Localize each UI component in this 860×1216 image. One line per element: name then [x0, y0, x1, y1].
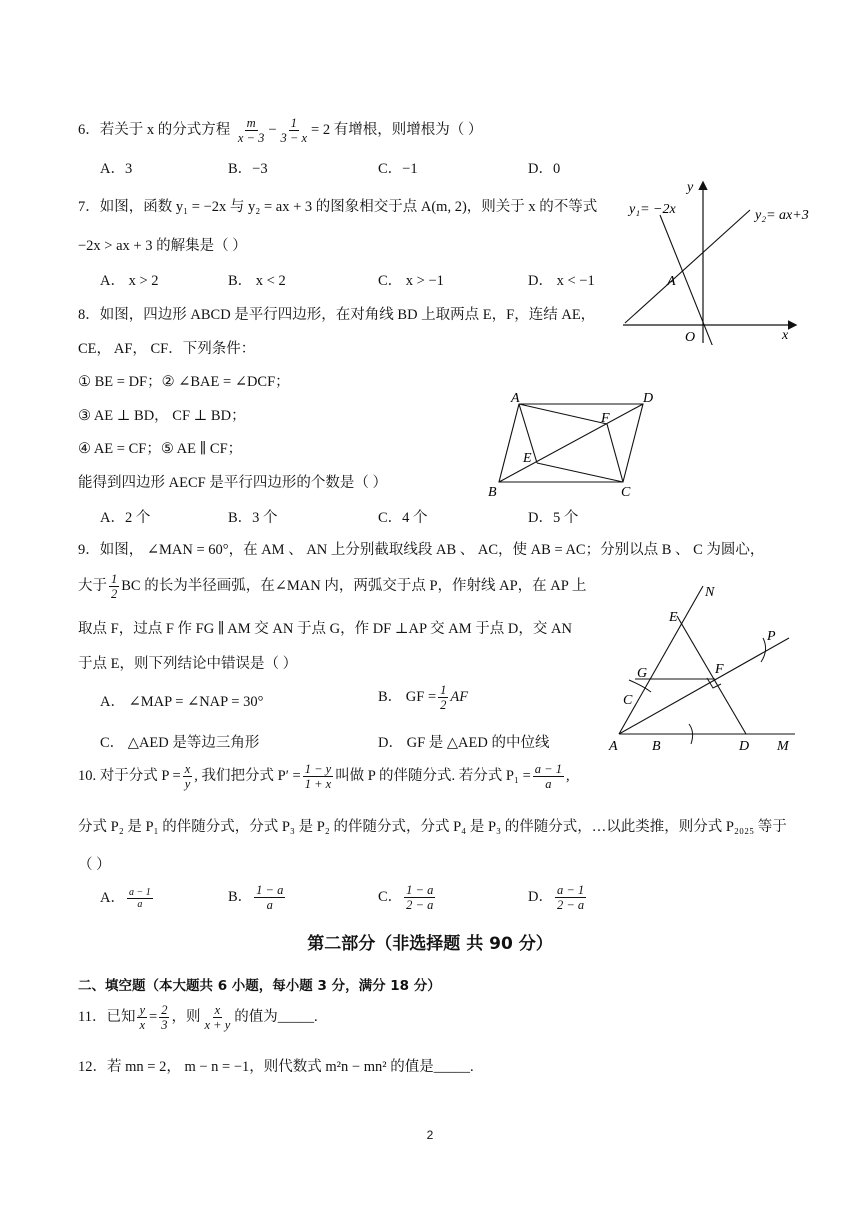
label-b: B — [488, 485, 497, 500]
q10-line-3: （ ） — [78, 857, 111, 873]
q11-fraction-y-x: $\frac{y}{x}$ — [139, 1003, 146, 1032]
q9-option-c: C． △AED 是等边三角形 — [100, 735, 260, 751]
q10-option-a: A． $\frac{a - 1}{a}$ — [100, 887, 151, 911]
q10-option-c: C． $\frac{1 - a}{2 - a}$ — [378, 883, 434, 912]
q8-conditions-1: ① BE = DF；② ∠BAE = ∠DCF； — [78, 374, 290, 390]
label-y1: y₁= −2x — [629, 202, 676, 217]
ray-an — [619, 586, 703, 734]
q6-fraction-1: $\frac{m}{x - 3}$ — [237, 116, 265, 145]
label-n: N — [705, 585, 715, 600]
label-e: E — [669, 610, 678, 625]
q9-half-fraction: $\frac{1}{2}$ — [111, 572, 118, 601]
q10-option-d-fraction: $\frac{a - 1}{2 - a}$ — [556, 883, 585, 912]
q10-fraction-p-prime: $\frac{1 - y}{1 + x}$ — [304, 762, 332, 791]
label-a: A — [511, 391, 520, 406]
label-d: D — [739, 739, 750, 754]
q9-line-2: 大于 $\frac{1}{2}$ BC 的长为半径画弧，在∠MAN 内，两弧交于点 P，作射线 AP，在 AP 上 — [78, 572, 587, 601]
label-x: x — [782, 328, 789, 343]
q6-fraction-2: $\frac{1}{3 - x}$ — [280, 116, 308, 145]
q7-line-2: −2x > ax + 3 的解集是（ ） — [78, 238, 247, 254]
q9-option-d: D． GF 是 △AED 的中位线 — [378, 735, 550, 751]
q10-line-2: 分式 P₂ 是 P₁ 的伴随分式，分式 P₃ 是 P₂ 的伴随分式，分式 P₄ 是 P₃ 的伴随分式，…以此类推，则分式 P₂₀₂₅ 等于 — [78, 819, 787, 835]
q8-option-b: B．3 个 — [228, 510, 278, 526]
section-fill-in-heading: 二、填空题（本大题共 6 小题，每小题 3 分，满分 18 分） — [78, 978, 441, 994]
q9-angle-figure — [605, 578, 805, 756]
q8-conditions-2: ③ AE ⊥ BD， CF ⊥ BD； — [78, 408, 246, 424]
line-y2 — [625, 210, 750, 323]
label-g: G — [637, 666, 648, 681]
q7-option-c: C． x > −1 — [378, 273, 444, 289]
label-m: M — [777, 739, 789, 754]
label-c: C — [623, 693, 633, 708]
q8-line-2: CE， AF， CF．下列条件： — [78, 341, 256, 357]
q6-option-d: D．0 — [528, 161, 561, 177]
q6-option-a: A．3 — [100, 161, 133, 177]
segment-cf — [607, 424, 623, 482]
q10-option-b-fraction: $\frac{1 - a}{a}$ — [256, 883, 284, 912]
q7-function-graph — [615, 175, 810, 345]
label-c: C — [621, 485, 631, 500]
q6-stem: 6．若关于 x 的分式方程 $\frac{m}{x - 3}$ − $\frac{1}{3 - x}$ = 2 有增根，则增根为（ ） — [78, 116, 483, 145]
q8-option-a: A．2 个 — [100, 510, 151, 526]
label-point-a: A — [667, 274, 676, 289]
q11: 11．已知 $\frac{y}{x}$ = $\frac{2}{3}$ ，则 $\frac{x}{x + y}$ 的值为_____. — [78, 1003, 318, 1032]
q8-parallelogram-figure — [485, 388, 665, 500]
arc-p — [761, 638, 766, 662]
q9-line-4: 于点 E，则下列结论中错误是（ ） — [78, 656, 298, 672]
label-origin: O — [685, 330, 696, 345]
q8-line-1: 8．如图，四边形 ABCD 是平行四边形，在对角线 BD 上取两点 E，F，连结 AE， — [78, 307, 596, 323]
part-two-heading: 第二部分（非选择题 共 90 分） — [307, 934, 553, 954]
q8-option-d: D．5 个 — [528, 510, 579, 526]
segment-ce — [537, 463, 623, 482]
q9-line-3: 取点 F，过点 F 作 FG ∥ AM 交 AN 于点 G，作 DF ⊥AP 交 AM 于点 D，交 AN — [78, 621, 572, 637]
page-number: 2 — [426, 1128, 434, 1142]
segment-ed — [677, 616, 746, 734]
q10-option-c-fraction: $\frac{1 - a}{2 - a}$ — [406, 883, 434, 912]
segment-af — [519, 404, 607, 424]
q8-option-c: C．4 个 — [378, 510, 428, 526]
label-a: A — [609, 739, 618, 754]
q6-option-b: B．−3 — [228, 161, 268, 177]
label-f: F — [601, 411, 610, 426]
q9-option-a: A． ∠MAP = ∠NAP = 30° — [100, 694, 264, 710]
q7-option-a: A． x > 2 — [100, 273, 159, 289]
ray-ap — [619, 638, 789, 734]
label-y2: y₂= ax+3 — [755, 208, 809, 223]
label-e: E — [523, 451, 532, 466]
label-d: D — [643, 391, 654, 406]
q10-option-d: D． $\frac{a - 1}{2 - a}$ — [528, 883, 585, 912]
q7-option-d: D． x < −1 — [528, 273, 595, 289]
q8-question: 能得到四边形 AECF 是平行四边形的个数是（ ） — [78, 475, 387, 491]
q10-option-a-fraction: $\frac{a - 1}{a}$ — [128, 887, 151, 911]
label-f: F — [715, 662, 724, 677]
arc-c — [629, 680, 651, 692]
q9-line-1: 9．如图， ∠MAN = 60°，在 AM 、 AN 上分别截取线段 AB 、 AC，使 AB = AC；分别以点 B 、 C 为圆心， — [78, 542, 765, 558]
q9-option-b-fraction: $\frac{1}{2}$ — [440, 683, 447, 712]
q9-option-b: B． GF = $\frac{1}{2}$ AF — [378, 683, 469, 712]
label-y: y — [687, 180, 694, 195]
q7-line-1: 7．如图，函数 y₁ = −2x 与 y₂ = ax + 3 的图象相交于点 A(m, 2)，则关于 x 的不等式 — [78, 199, 598, 215]
q10-fraction-p1: $\frac{a - 1}{a}$ — [534, 762, 562, 791]
label-p: P — [767, 629, 776, 644]
q11-fraction-2-3: $\frac{2}{3}$ — [161, 1003, 168, 1032]
q10-line-1: 10. 对于分式 P = $\frac{x}{y}$ , 我们把分式 P′ = $\frac{1 - y}{1 + x}$ 叫做 P 的伴随分式. 若分式 P₁ = $\frac{a - 1}{a}$ , — [78, 762, 570, 791]
q12: 12．若 mn = 2， m − n = −1，则代数式 m²n − mn² 的值是_____. — [78, 1059, 474, 1075]
q11-fraction-target: $\frac{x}{x + y}$ — [204, 1003, 231, 1032]
q10-option-b: B． $\frac{1 - a}{a}$ — [228, 883, 284, 912]
label-b: B — [652, 739, 661, 754]
q6-option-c: C．−1 — [378, 161, 418, 177]
q8-conditions-3: ④ AE = CF；⑤ AE ∥ CF； — [78, 441, 243, 457]
q7-option-b: B． x < 2 — [228, 273, 286, 289]
q10-fraction-p: $\frac{x}{y}$ — [184, 762, 191, 791]
